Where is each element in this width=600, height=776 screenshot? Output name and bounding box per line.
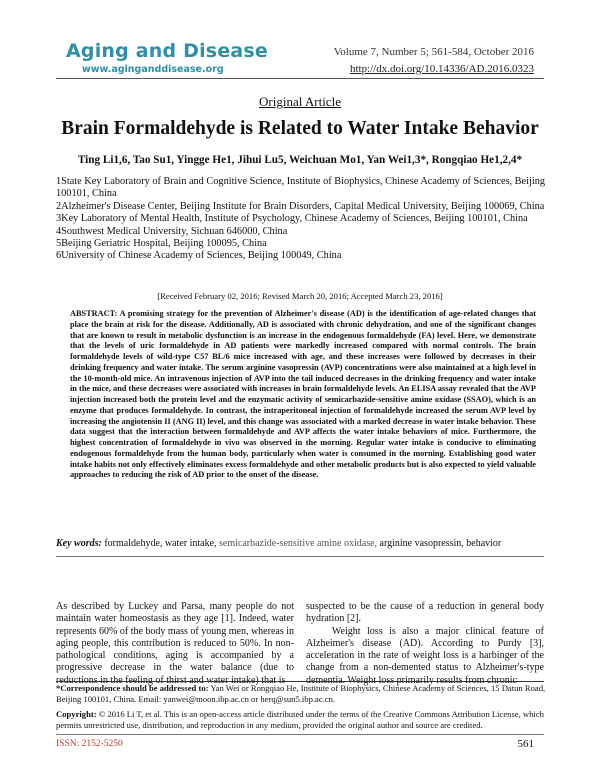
correspondence-text: Yan Wei or Rongqiao He, Institute of Biophysics, Chinese Academy of Sciences, 15 Datun Road, Beijing 100101, China. Email: yanwei@moon.ibp.ac.cn or herq@sun5.ibp.ac.cn.: [56, 683, 546, 704]
keywords-text: arginine vasopressin, behavior: [379, 538, 502, 549]
author-list: Ting Li1,6, Tao Su1, Yingge He1, Jihui Lu5, Weichuan Mo1, Yan Wei1,3*, Rongqiao He1,2,4*: [77, 154, 523, 166]
abstract: ABSTRACT: A promising strategy for the prevention of Alzheimer's disease (AD) is the identification of age-related changes that place the brain at risk for the disease. Additionally, AD is associated with chronic dehydration, and one of the significant changes that are known to result in metabolic dysfunction is an increase in the endogenous formaldehyde (FA) level. Here, we demonstrate that the levels of uric formaldehyde in AD patients were markedly increased compared with normal controls. The brain formaldehyde levels of wild-type C57 BL/6 mice increased with age, and these increases were followed by decreases in their drinking frequency and water intake. The serum arginine vasopressin (AVP) concentrations were also maintained at a high level in the 10-month-old mice. An intravenous injection of AVP into the tail induced decreases in the drinking frequency and water intake in the mice, and these decreases were associated with increases in brain formaldehyde levels. An ELISA assay revealed that the AVP injection increased both the protein level and the enzymatic activity of semicarbazide-sensitive amine oxidase (SSAO), which is an enzyme that produces formaldehyde. In contrast, the intraperitoneal injection of formaldehyde increased the serum AVP level by increasing the angiotensin II (ANG II) level, and this change was associated with a marked decrease in water intake behavior. These data suggest that the interaction between formaldehyde and AVP affects the water intake behaviors of mice. Furthermore, the highest concentration of formaldehyde in vivo was observed in the morning. Regular water intake is conducive to eliminating endogenous formaldehyde from the human body, particularly when water is consumed in the morning. Establishing good water intake habits not only effectively eliminates excess formaldehyde and other metabolic products but is also expected to yield valuable approaches to reducing the risk of AD prior to the onset of the disease.: [70, 309, 536, 480]
correspondence-label: *Correspondence should be addressed to:: [56, 683, 209, 693]
affiliation: 1State Key Laboratory of Brain and Cognitive Science, Institute of Biophysics, Chinese Academy of Sciences, Beijing 100101, China: [56, 176, 545, 200]
journal-name: Aging and Disease: [66, 40, 269, 62]
article-type: Original Article: [259, 94, 341, 109]
article-title: Brain Formaldehyde is Related to Water Intake Behavior: [61, 118, 539, 139]
keywords: [56, 538, 556, 549]
copyright-note: [56, 709, 546, 730]
body-column-right: [306, 601, 544, 687]
page-number: 561: [517, 738, 534, 750]
affiliation: 4Southwest Medical University, Sichuan 646000, China: [56, 225, 288, 237]
affiliations: [56, 176, 556, 263]
doi-link[interactable]: http://dx.doi.org/10.14336/AD.2016.0323: [349, 63, 534, 75]
keywords-divider: [56, 556, 544, 557]
keywords-label: Key words:: [56, 538, 102, 549]
body-column-left: [56, 601, 294, 687]
correspondence-note: [56, 683, 546, 704]
affiliation: 6University of Chinese Academy of Sciences, Beijing 100049, China: [56, 250, 342, 262]
keywords-text: formaldehyde, water intake,: [104, 538, 217, 549]
copyright-text: © 2016 Li T, et al. This is an open-access article distributed under the terms of the Creative Commons Attribution License, which permits unrestricted use, distribution, and reproduction in any medium, provided the original author and source are credited.: [56, 709, 544, 730]
affiliation: 3Key Laboratory of Mental Health, Institute of Psychology, Chinese Academy of Sciences, Beijing 100101, China: [56, 213, 528, 225]
journal-website-link[interactable]: www.aginganddisease.org: [82, 64, 224, 75]
issn: ISSN: 2152-5250: [56, 739, 123, 749]
footnote-divider: [56, 681, 544, 682]
affiliation: 5Beijing Geriatric Hospital, Beijing 100095, China: [56, 238, 267, 250]
copyright-label: Copyright:: [56, 709, 97, 719]
header-divider: [56, 78, 544, 79]
body-paragraph: suspected to be the cause of a reduction in general body hydration [2].: [306, 601, 544, 625]
keywords-highlight: semicarbazide-sensitive amine oxidase,: [219, 538, 378, 549]
body-paragraph: As described by Luckey and Parsa, many people do not maintain water homeostasis as they age [1]. Indeed, water represents 60% of the body mass of young men, whereas in aging people, this contribution is reduced to 50%. In non-pathological conditions, aging is accompanied by a progressive decrease in the water balance (due to reductions in the feeling of thirst and water intake) that is: [56, 601, 294, 686]
received-dates: [Received February 02, 2016; Revised March 20, 2016; Accepted March 23, 2016]: [157, 291, 443, 301]
volume-info: Volume 7, Number 5; 561-584, October 2016: [333, 46, 534, 58]
body-paragraph: Weight loss is also a major clinical feature of Alzheimer's disease (AD). According to Purdy [3], acceleration in the rate of weight loss is a harbinger of the change from a non-demented status to Alzheimer's-type dementia. Weight loss primarily results from chronic: [306, 625, 544, 686]
footer-divider: [56, 734, 544, 735]
affiliation: 2Alzheimer's Disease Center, Beijing Institute for Brain Disorders, Capital Medical University, Beijing 100069, China: [56, 200, 545, 212]
